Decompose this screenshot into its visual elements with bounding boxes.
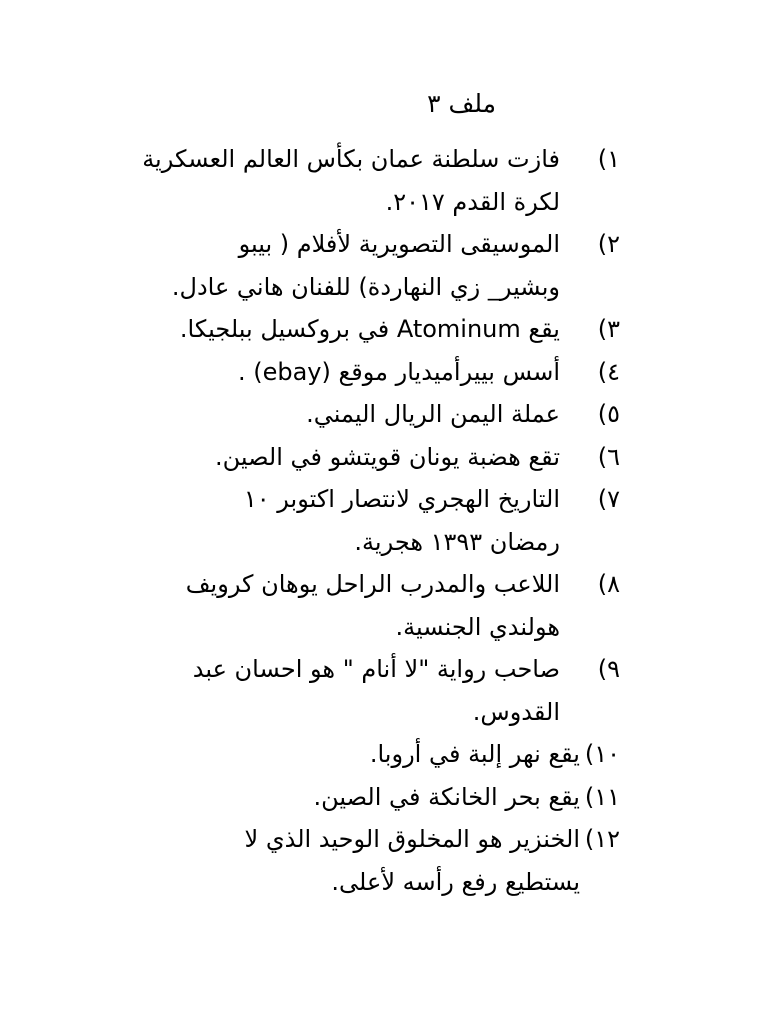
item-number: ١): [597, 145, 620, 173]
item-line: اللاعب والمدرب الراحل يوهان كرويف: [185, 570, 560, 598]
list-item: [130, 818, 620, 903]
item-text: [130, 818, 580, 903]
list-item: [130, 138, 620, 223]
item-text: [130, 308, 560, 351]
item-text: [130, 648, 560, 733]
item-number: ١٠): [584, 740, 620, 768]
item-line: عملة اليمن الريال اليمني.: [306, 400, 560, 428]
item-line: يستطيع رفع رأسه لأعلى.: [331, 867, 580, 896]
item-text: [130, 563, 560, 648]
item-line: رمضان ١٣٩٣ هجرية.: [354, 527, 560, 556]
list-item: [130, 733, 620, 776]
item-number: ٤): [597, 357, 620, 386]
item-text: [130, 351, 560, 394]
item-number: ٣): [597, 315, 620, 343]
list-item: [130, 308, 620, 351]
item-text: [130, 393, 560, 436]
item-line: وبشير_ زي النهاردة) للفنان هاني عادل.: [171, 272, 560, 301]
list-item: [130, 648, 620, 733]
item-line: هولندي الجنسية.: [395, 612, 560, 641]
list-item: [130, 563, 620, 648]
list-item: [130, 436, 620, 479]
item-line: فازت سلطنة عمان بكأس العالم العسكرية: [142, 145, 560, 173]
item-line: أسس بييرأميديار موقع (ebay) .: [237, 357, 560, 386]
item-text: [130, 478, 560, 563]
item-line: يقع بحر الخانكة في الصين.: [313, 782, 580, 811]
item-line: لكرة القدم ٢٠١٧.: [385, 187, 560, 216]
list-item: [130, 223, 620, 308]
item-line: تقع هضبة يونان قويتشو في الصين.: [214, 442, 560, 471]
item-line: يقع نهر إلبة في أروبا.: [369, 740, 580, 768]
item-number: ١٢): [584, 825, 620, 853]
item-number: ٩): [597, 655, 620, 683]
item-number: ٨): [597, 570, 620, 598]
item-line: صاحب رواية "لا أنام " هو احسان عبد: [192, 655, 560, 683]
item-line: التاريخ الهجري لانتصار اكتوبر ١٠: [243, 485, 560, 513]
item-number: ٥): [597, 400, 620, 428]
item-number: ٧): [597, 485, 620, 513]
item-line: الخنزير هو المخلوق الوحيد الذي لا: [244, 825, 580, 853]
document-title: ملف ٣: [427, 89, 496, 118]
item-line: يقع Atominum في بروكسيل ببلجيكا.: [179, 315, 560, 343]
list-item: [130, 478, 620, 563]
list-item: [130, 776, 620, 819]
item-text: [130, 733, 580, 776]
item-text: [130, 776, 580, 819]
facts-list: [130, 138, 620, 903]
item-text: [130, 436, 560, 479]
item-number: ٢): [597, 230, 620, 258]
item-text: [130, 138, 560, 223]
item-line: القدوس.: [472, 697, 560, 726]
item-number: ١١): [584, 782, 620, 811]
item-text: [130, 223, 560, 308]
item-line: الموسيقى التصويرية لأفلام ( بيبو: [238, 230, 560, 258]
list-item: [130, 351, 620, 394]
list-item: [130, 393, 620, 436]
item-number: ٦): [597, 442, 620, 471]
